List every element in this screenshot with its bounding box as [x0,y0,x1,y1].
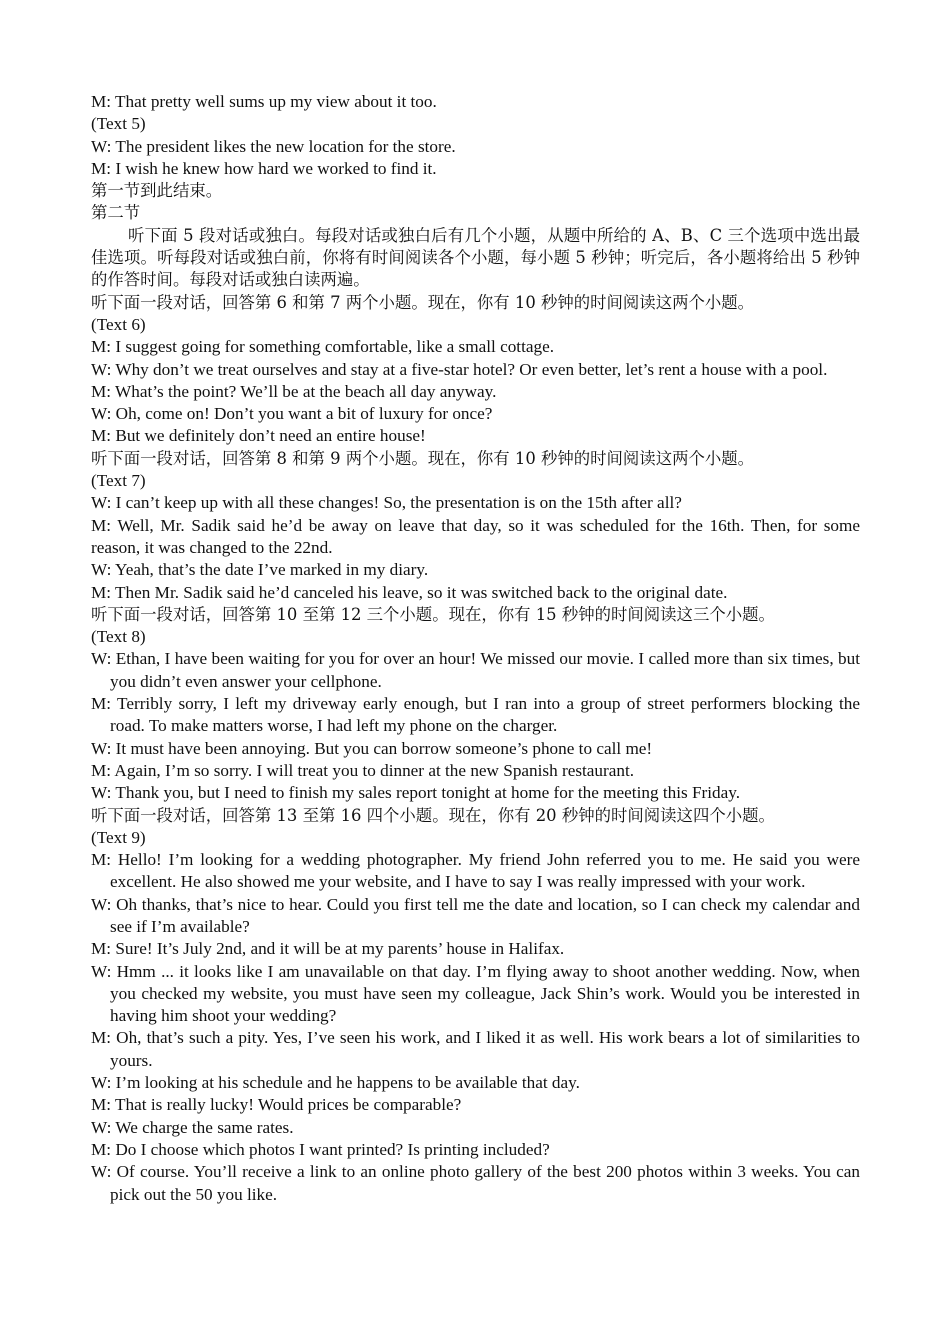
dialogue-line: W: Oh, come on! Don’t you want a bit of luxury for once? [91,404,493,424]
document-body [91,91,860,1206]
section-label: (Text 8) [91,627,146,647]
dialogue-line: M: I wish he knew how hard we worked to find it. [91,158,437,178]
dialogue-line: W: Yeah, that’s the date I’ve marked in my diary. [91,560,429,580]
dialogue-line: M: That is really lucky! Would prices be comparable? [91,1095,462,1115]
section-label: (Text 7) [91,471,146,491]
dialogue-line: M: That pretty well sums up my view about it too. [91,92,437,111]
dialogue-line: M: Hello! I’m looking for a wedding photographer. My friend John referred you to me. He said you were excellent. He also showed me your website, and I have to say I was really impressed with your work. [91,850,860,892]
instruction-line: 听下面一段对话，回答第 10 至第 12 三个小题。现在，你有 15 秒钟的时间阅读这三个小题。 [91,604,775,624]
instruction-line: 听下面一段对话，回答第 8 和第 9 两个小题。现在，你有 10 秒钟的时间阅读这两个小题。 [91,448,755,468]
dialogue-line: W: I can’t keep up with all these changes! So, the presentation is on the 15th after all? [91,493,682,513]
dialogue-line: M: I suggest going for something comfortable, like a small cottage. [91,337,555,357]
section-label: (Text 6) [91,314,146,334]
section-label: (Text 5) [91,114,146,134]
dialogue-line: M: What’s the point? We’ll be at the beach all day anyway. [91,381,497,401]
dialogue-line: W: The president likes the new location for the store. [91,136,456,156]
instruction-line: 第一节到此结束。 [91,181,223,201]
dialogue-line: M: Well, Mr. Sadik said he’d be away on leave that day, so it was scheduled for the 16th. Then, for some reason, it was changed to the 22nd. [91,515,860,557]
section-label: (Text 9) [91,827,146,847]
dialogue-line: W: Oh thanks, that’s nice to hear. Could you first tell me the date and location, so I can check my calendar and see if I’m available? [91,894,860,936]
instruction-line: 听下面一段对话，回答第 6 和第 7 两个小题。现在，你有 10 秒钟的时间阅读这两个小题。 [91,292,755,312]
dialogue-line: W: Thank you, but I need to finish my sales report tonight at home for the meeting this Friday. [91,783,741,803]
dialogue-line: M: Then Mr. Sadik said he’d canceled his leave, so it was switched back to the original date. [91,582,728,602]
dialogue-line: W: Why don’t we treat ourselves and stay at a five-star hotel? Or even better, let’s rent a house with a pool. [91,359,828,379]
dialogue-line: W: I’m looking at his schedule and he happens to be available that day. [91,1073,580,1093]
instruction-line: 听下面 5 段对话或独白。每段对话或独白后有几个小题，从题中所给的 A、B、C 三个选项中选出最佳选项。听每段对话或独白前，你将有时间阅读各个小题，每小题 5 秒钟；听完后，各小题将给出 5 秒钟的作答时间。每段对话或独白读两遍。 [91,225,860,290]
dialogue-line: M: Terribly sorry, I left my driveway early enough, but I ran into a group of street performers blocking the road. To make matters worse, I had left my phone on the charger. [91,694,860,736]
dialogue-line: W: We charge the same rates. [91,1117,294,1137]
instruction-line: 听下面一段对话，回答第 13 至第 16 四个小题。现在，你有 20 秒钟的时间阅读这四个小题。 [91,805,775,825]
dialogue-line: W: Hmm ... it looks like I am unavailable on that day. I’m flying away to shoot another wedding. Now, when you checked my website, you must have seen my colleague, Jack Shin’s work. Would you be interested in having him shoot your wedding? [91,961,860,1026]
dialogue-line: M: Sure! It’s July 2nd, and it will be at my parents’ house in Halifax. [91,939,565,959]
dialogue-line: M: Do I choose which photos I want printed? Is printing included? [91,1139,550,1159]
dialogue-line: M: But we definitely don’t need an entire house! [91,426,426,446]
dialogue-line: W: Ethan, I have been waiting for you for over an hour! We missed our movie. I called more than six times, but you didn’t even answer your cellphone. [91,649,860,691]
dialogue-line: M: Again, I’m so sorry. I will treat you to dinner at the new Spanish restaurant. [91,760,635,780]
dialogue-line: W: Of course. You’ll receive a link to an online photo gallery of the best 200 photos within 3 weeks. You can pick out the 50 you like. [91,1162,860,1204]
dialogue-line: M: Oh, that’s such a pity. Yes, I’ve seen his work, and I liked it as well. His work bears a lot of similarities to yours. [91,1028,860,1070]
instruction-line: 第二节 [91,203,141,223]
dialogue-line: W: It must have been annoying. But you can borrow someone’s phone to call me! [91,738,653,758]
